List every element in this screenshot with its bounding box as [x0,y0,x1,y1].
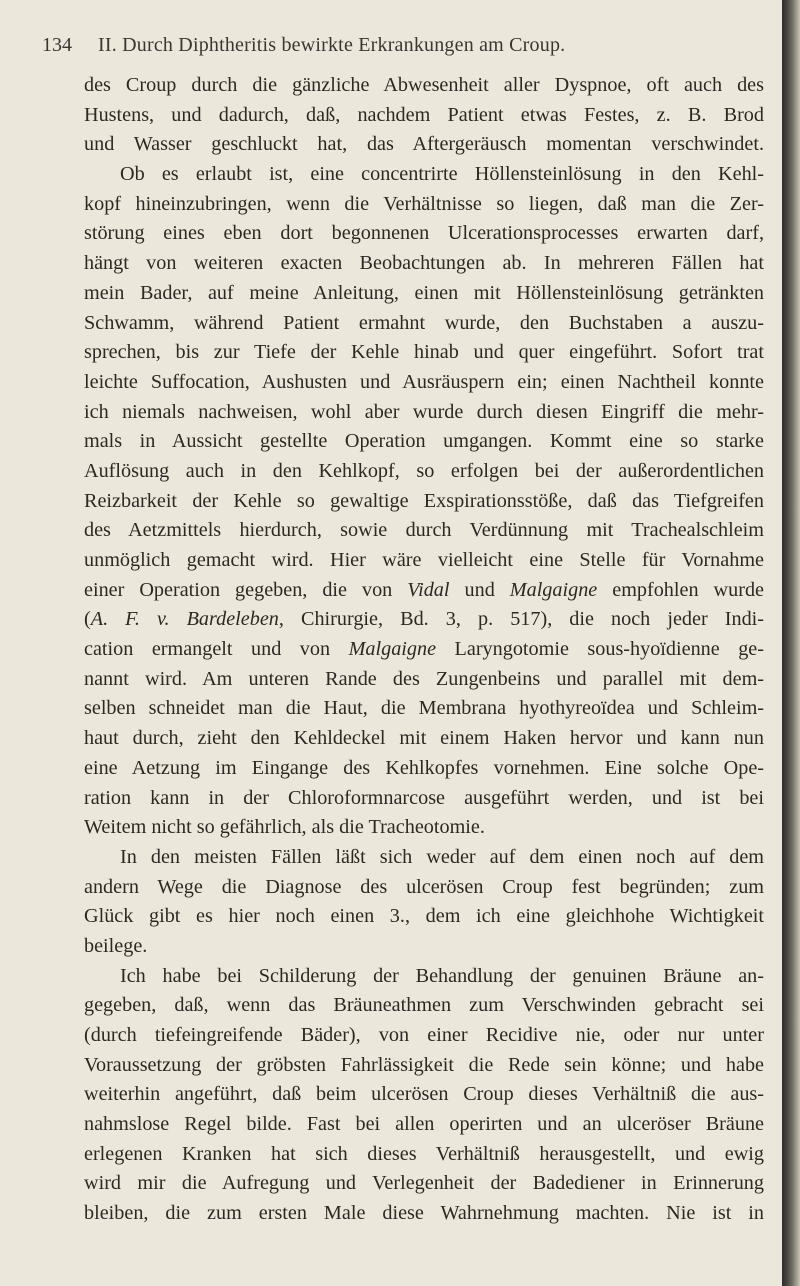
text-line: erlegenen Kranken hat sich dieses Verhältniß herausgestellt, und ewig [84,1142,764,1165]
text-line: nannt wird. Am unteren Rande des Zungenbeins und parallel mit dem- [84,667,764,690]
text-line: Voraussetzung der gröbsten Fahrlässigkeit die Rede sein könne; und habe [84,1053,764,1076]
text-line: selben schneidet man die Haut, die Membrana hyothyreoïdea und Schleim- [84,697,764,720]
body-text [84,71,764,1229]
text-line: andern Wege die Diagnose des ulcerösen Croup fest begründen; zum [84,875,764,898]
text-line: wird mir die Aufregung und Verlegenheit der Badediener in Erinnerung [84,1172,764,1195]
page-header [42,34,742,62]
text-line: Glück gibt es hier noch einen 3., dem ich eine gleichhohe Wichtigkeit [84,905,764,928]
text-line: unmöglich gemacht wird. Hier wäre vielleicht eine Stelle für Vornahme [84,549,764,571]
text-line: (durch tiefeingreifende Bäder), von einer Recidive nie, oder nur unter [84,1024,764,1046]
text-line: mals in Aussicht gestellte Operation umgangen. Kommt eine so starke [84,430,764,453]
text-line: des Aetzmittels hierdurch, sowie durch Verdünnung mit Trachealschleim [84,519,764,542]
text-line: nahmslose Regel bilde. Fast bei allen operirten und an ulceröser Bräune [84,1113,764,1136]
page-number: 134 [42,34,72,56]
text-line: sprechen, bis zur Tiefe der Kehle hinab und quer eingeführt. Sofort trat [84,341,764,364]
text-line: Hustens, und dadurch, daß, nachdem Patient etwas Festes, z. B. Brod [84,103,764,126]
text-line: beilege. [84,934,148,957]
text-line: Ich habe bei Schilderung der Behandlung der genuinen Bräune an- [120,964,764,987]
text-line: hängt von weiteren exacten Beobachtungen ab. In mehreren Fällen hat [84,252,764,275]
text-line: ration kann in der Chloroformnarcose ausgeführt werden, und ist bei [84,786,764,809]
text-line: haut durch, zieht den Kehldeckel mit einem Haken hervor und kann nun [84,727,764,750]
text-line: Auflösung auch in den Kehlkopf, so erfolgen bei der außerordentlichen [84,459,764,482]
text-line: Reizbarkeit der Kehle so gewaltige Exspirationsstöße, daß das Tiefgreifen [84,489,764,512]
text-line: (A. F. v. Bardeleben, Chirurgie, Bd. 3, p. 517), die noch jeder Indi- [84,608,764,631]
text-line: leichte Suffocation, Aushusten und Ausräuspern ein; einen Nachtheil konnte [84,370,764,393]
book-gutter-shadow [782,0,800,1286]
text-line: störung eines eben dort begonnenen Ulcerationsprocesses erwarten darf, [84,222,764,245]
text-line: einer Operation gegeben, die von Vidal und Malgaigne empfohlen wurde [84,578,765,601]
text-line: cation ermangelt und von Malgaigne Laryngotomie sous-hyoïdienne ge- [84,638,764,661]
text-line: kopf hineinzubringen, wenn die Verhältnisse so liegen, daß man die Zer- [84,192,764,215]
text-line: Ob es erlaubt ist, eine concentrirte Höllensteinlösung in den Kehl- [120,163,764,186]
text-line: ich niemals nachweisen, wohl aber wurde durch diesen Eingriff die mehr- [84,400,764,423]
text-line: Weitem nicht so gefährlich, als die Tracheotomie. [84,816,485,839]
text-line: gegeben, daß, wenn das Bräuneathmen zum Verschwinden gebracht sei [84,994,764,1017]
text-line: bleiben, die zum ersten Male diese Wahrnehmung machten. Nie ist in [84,1202,764,1225]
text-line: In den meisten Fällen läßt sich weder auf dem einen noch auf dem [120,845,764,868]
text-line: eine Aetzung im Eingange des Kehlkopfes vornehmen. Eine solche Ope- [84,756,764,779]
text-line: Schwamm, während Patient ermahnt wurde, den Buchstaben a auszu- [84,311,764,334]
text-line: weiterhin angeführt, daß beim ulcerösen Croup dieses Verhältniß die aus- [84,1083,764,1106]
text-line: und Wasser geschluckt hat, das Aftergeräusch momentan verschwindet. [84,133,764,156]
text-line: mein Bader, auf meine Anleitung, einen mit Höllensteinlösung getränkten [84,281,764,304]
text-line: des Croup durch die gänzliche Abwesenheit aller Dyspnoe, oft auch des [84,74,764,96]
running-title: II. Durch Diphtheritis bewirkte Erkrankungen am Croup. [98,34,566,56]
